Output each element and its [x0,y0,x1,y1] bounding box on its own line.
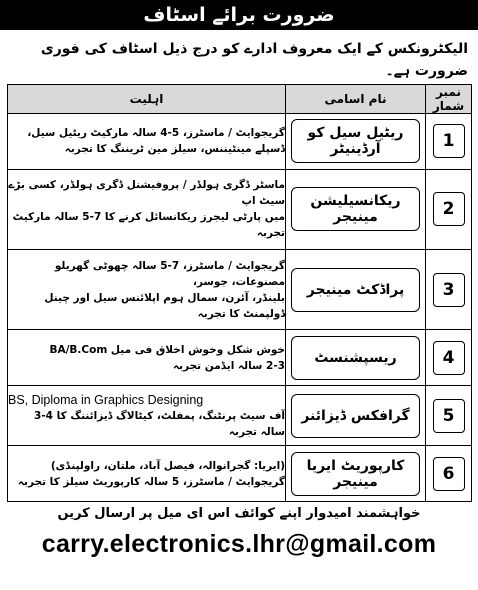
job-qualification [8,385,286,446]
table-row [8,385,472,446]
table-row [8,446,472,502]
page-title: ضرورت برائے اسٹاف [0,0,478,30]
qualification-line: 2-3 سالہ ایڈمن تجربہ [172,359,285,372]
qualification-line: خوش شکل وخوش اخلاق فی میل BA/B.Com [49,343,285,356]
job-qualification [8,169,286,249]
job-title: گرافکس ڈیزائنر [291,394,420,438]
job-title: کارپوریٹ ایریا مینیجر [291,452,420,496]
table-row [8,249,472,329]
job-qualification [8,446,286,502]
application-instruction: خواہشمند امیدوار اپنے کوائف اس ای میل پر ارسال کریں [57,506,421,521]
intro-text: الیکٹرونکس کے ایک معروف ادارے کو درج ذیل اسٹاف کی فوری ضرورت ہے۔ [40,41,468,79]
contact-email[interactable]: carry.electronics.lhr@gmail.com [41,530,437,558]
row-number: 2 [433,192,465,226]
header-qualification: اہلیت [8,85,286,114]
qualification-line: (ایریا: گجرانوالہ، فیصل آباد، ملتان، راولپنڈی) [50,459,285,472]
qualification-line: بلینڈر، آئرن، سمال ہوم اپلائنس سیل اور چینل ڈولپمنٹ کا تجربہ [44,291,285,320]
row-number: 4 [433,341,465,375]
qualification-line: ماسٹر ڈگری ہولڈر / پروفیشنل ڈگری ہولڈر، کسی بڑے سیٹ اپ [8,179,285,208]
job-qualification [8,249,286,329]
job-title: ریکانسیلیشن مینیجر [291,187,420,231]
table-row [8,169,472,249]
qualification-line: ڈسپلے مینٹیننس، سیلز مین ٹریننگ کا تجربہ [64,143,285,156]
jobs-table [7,84,472,502]
job-title: پراڈکٹ مینیجر [291,268,420,312]
row-number: 1 [433,124,465,158]
table-row [8,114,472,170]
job-qualification [8,114,286,170]
qualification-line: میں پارٹی لیجرز ریکانسائل کرنے کا 7-5 سالہ مارکیٹ تجربہ [12,211,285,240]
row-number: 5 [433,399,465,433]
header-number: نمبر شمار [426,85,472,114]
job-qualification [8,330,286,386]
qualification-line: آف سیٹ پرنٹنگ، پمفلٹ، کیٹالاگ ڈیزائننگ کا 4-3 سالہ تجربہ [33,409,285,438]
row-number: 3 [433,273,465,307]
row-number: 6 [433,457,465,491]
qualification-line: BS, Diploma in Graphics Designing [8,392,204,407]
job-title: ریٹیل سیل کو آرڈینیٹر [291,119,420,163]
qualification-line: گریجوایٹ / ماسٹرز، 7-5 سالہ چھوٹی گھریلو مصنوعات، جوسر، [54,259,285,288]
qualification-line: گریجوایٹ / ماسٹرز، 5-4 سالہ مارکیٹ ریٹیل سیل، [27,127,285,140]
table-row [8,330,472,386]
table-header-row [8,85,472,114]
qualification-line: گریجوایٹ / ماسٹرز، 5 سالہ کارپوریٹ سیلز کا تجربہ [17,475,285,488]
job-title: ریسپشنسٹ [291,336,420,380]
header-title: نام اسامی [286,85,426,114]
